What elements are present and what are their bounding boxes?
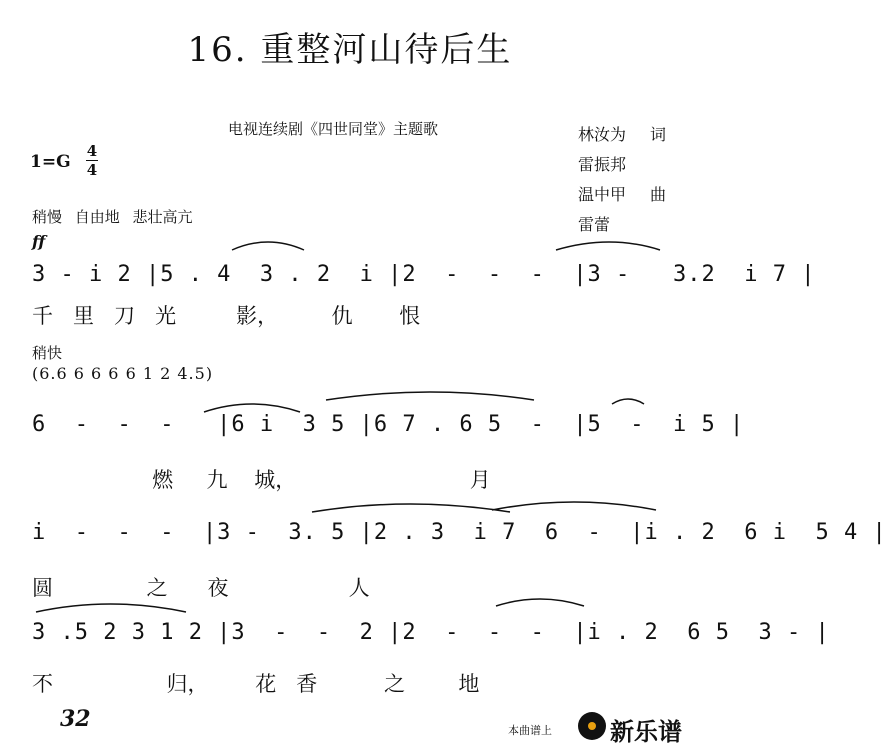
credit-names: 雷蕾 bbox=[578, 215, 611, 234]
time-signature bbox=[86, 142, 98, 179]
score-row-notes: i - - - |3 - 3. 5 |2 . 3 i 7 6 - |i . 2 6 i 5 4 | bbox=[32, 520, 887, 545]
slur-arc bbox=[326, 392, 534, 400]
credit-names: 温中甲 bbox=[578, 185, 627, 204]
record-disc-icon bbox=[578, 712, 606, 740]
time-signature-top: 4 bbox=[86, 142, 98, 160]
site-watermark bbox=[508, 710, 698, 744]
tempo-marking: 稍慢 自由地 悲壮高亢 bbox=[32, 208, 193, 226]
slur-arc bbox=[556, 242, 660, 250]
credit-names: 雷振邦 bbox=[578, 155, 627, 174]
watermark-brand: 新乐谱 bbox=[610, 718, 682, 746]
score-row-notes: 3 .5 2 3 1 2 |3 - - 2 |2 - - - |i . 2 6 5 3 - | bbox=[32, 620, 830, 645]
page-number: 32 bbox=[60, 706, 91, 732]
score-row-notes: 3 - i 2 |5 . 4 3 . 2 i |2 - - - |3 - 3.2 i 7 | bbox=[32, 262, 816, 287]
slur-arc bbox=[232, 242, 304, 250]
key-signature: 1=G bbox=[30, 152, 71, 172]
score-row-lyrics: 圆 之 夜 人 bbox=[32, 576, 370, 600]
credit-line bbox=[578, 182, 667, 205]
intro-phrase: (6.6 6 6 6 6 1 2 4.5) bbox=[32, 364, 214, 383]
page-title: 16. 重整河山待后生 bbox=[187, 30, 513, 70]
score-row-lyrics: 不 归， 花 香 之 地 bbox=[32, 672, 480, 696]
score-row-notes: 6 - - - |6 i 3 5 |6 7 . 6 5 - |5 - i 5 | bbox=[32, 412, 745, 437]
credit-role: 词 bbox=[650, 125, 667, 144]
score-row-lyrics: 千 里 刀 光 影， 仇 恨 bbox=[32, 304, 421, 328]
slur-arc bbox=[496, 599, 584, 606]
watermark-prefix: 本曲谱上 bbox=[508, 724, 552, 737]
song-subtitle: 电视连续剧《四世同堂》主题歌 bbox=[228, 120, 439, 138]
slur-arc bbox=[36, 604, 186, 612]
slur-arc bbox=[612, 399, 644, 404]
tempo-marking-secondary: 稍快 bbox=[32, 344, 63, 362]
credit-line bbox=[578, 212, 610, 235]
credit-role: 曲 bbox=[650, 185, 667, 204]
credit-names: 林汝为 bbox=[578, 125, 627, 144]
slur-arc bbox=[312, 504, 510, 512]
credit-line bbox=[578, 122, 667, 145]
credit-line bbox=[578, 152, 626, 175]
score-row-lyrics: 燃 九 城， 月 bbox=[32, 468, 491, 492]
slur-arc bbox=[204, 404, 300, 412]
dynamic-marking: ff bbox=[32, 232, 46, 251]
time-signature-bottom: 4 bbox=[86, 161, 98, 179]
slur-arc bbox=[492, 502, 656, 510]
